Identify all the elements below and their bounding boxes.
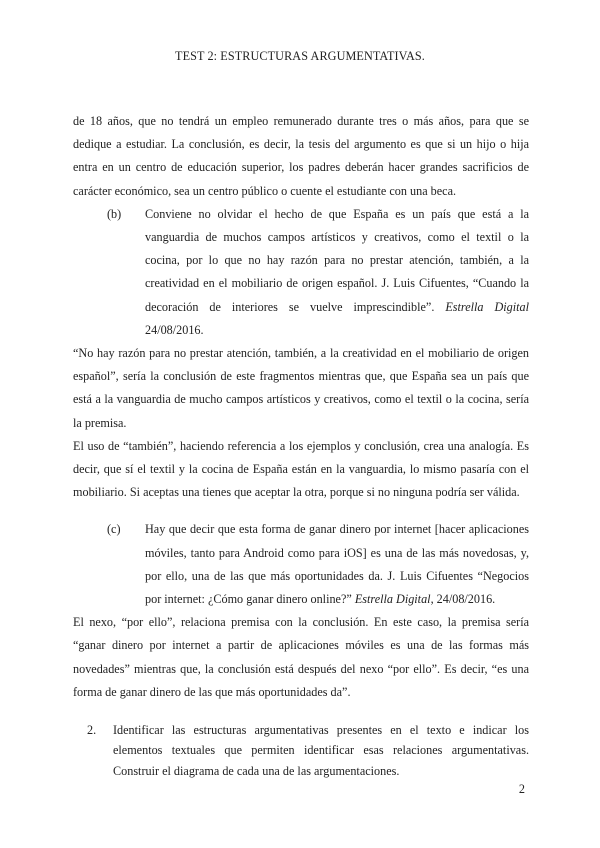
question-2-text: Identificar las estructuras argumentativas presentes en el texto e indicar los elementos textuales que permiten identificar esas relaciones argumentativas. Construir el diagrama de cada una de las argumentaciones.	[113, 723, 529, 778]
item-c-source: Estrella Digital	[354, 592, 431, 607]
paragraph-3: El uso de “también”, haciendo referencia a los ejemplos y conclusión, crea una analogía. Es decir, que sí el textil y la cocina de España están en la vanguardia, lo mismo pasaría con el mobiliario. Si aceptas una tienes que aceptar la otra, porque si no ninguna podría ser válida.	[73, 438, 529, 500]
paragraph-2: “No hay razón para no prestar atención, también, a la creatividad en el mobiliario de origen español”, sería la conclusión de este fragmentos mientras que, que España sea un país que está a la vanguardia de mucho campos artísticos y creativos, como el textil o la cocina, sería la premisa.	[73, 346, 529, 430]
item-b-text: Conviene no olvidar el hecho de que España es un país que está a la vanguardia de muchos campos artísticos y creativos, como el textil o la cocina, por lo que no hay razón para no prestar atención, también, a la creatividad en el mobiliario de origen español. J. Luis Cifuentes, “Cuando la decoración de interiores se vuelve imprescindible”.	[145, 206, 529, 314]
item-b-date: 24/08/2016.	[145, 322, 204, 337]
question-2-number: 2.	[87, 723, 97, 738]
item-c-date: , 24/08/2016.	[430, 592, 496, 607]
item-b-label: (b)	[107, 206, 122, 221]
document-body	[73, 110, 529, 781]
paragraph-1: de 18 años, que no tendrá un empleo remunerado durante tres o más años, para que se dedique a estudiar. La conclusión, es decir, la tesis del argumento es que si un hijo o hija entra en un centro de educación superior, los padres deberán hacer grandes sacrificios de carácter económico, sea un centro público o cuente el estudiante con una beca.	[73, 114, 529, 198]
item-c-text: Hay que decir que esta forma de ganar dinero por internet [hacer aplicaciones móviles, tanto para Android como para iOS] es una de las más novedosas, y, por ello, una de las que más oportunidades da. J. Luis Cifuentes “Negocios por internet: ¿Cómo ganar dinero online?”	[145, 522, 529, 607]
paragraph-4: El nexo, “por ello”, relaciona premisa con la conclusión. En este caso, la premisa sería “ganar dinero por internet a partir de aplicaciones móviles es una de las formas más novedades” mientras que, la conclusión está después del nexo “por ello”. Es decir, “es una forma de ganar dinero de las que más oportunidades da”.	[73, 615, 529, 699]
question-2	[87, 720, 529, 781]
page-number: 2	[518, 782, 525, 796]
page-header: TEST 2: ESTRUCTURAS ARGUMENTATIVAS.	[175, 49, 425, 63]
list-item-b	[107, 203, 529, 342]
item-c-label: (c)	[107, 522, 121, 537]
item-b-source: Estrella Digital	[445, 299, 530, 314]
list-item-c	[107, 518, 529, 611]
